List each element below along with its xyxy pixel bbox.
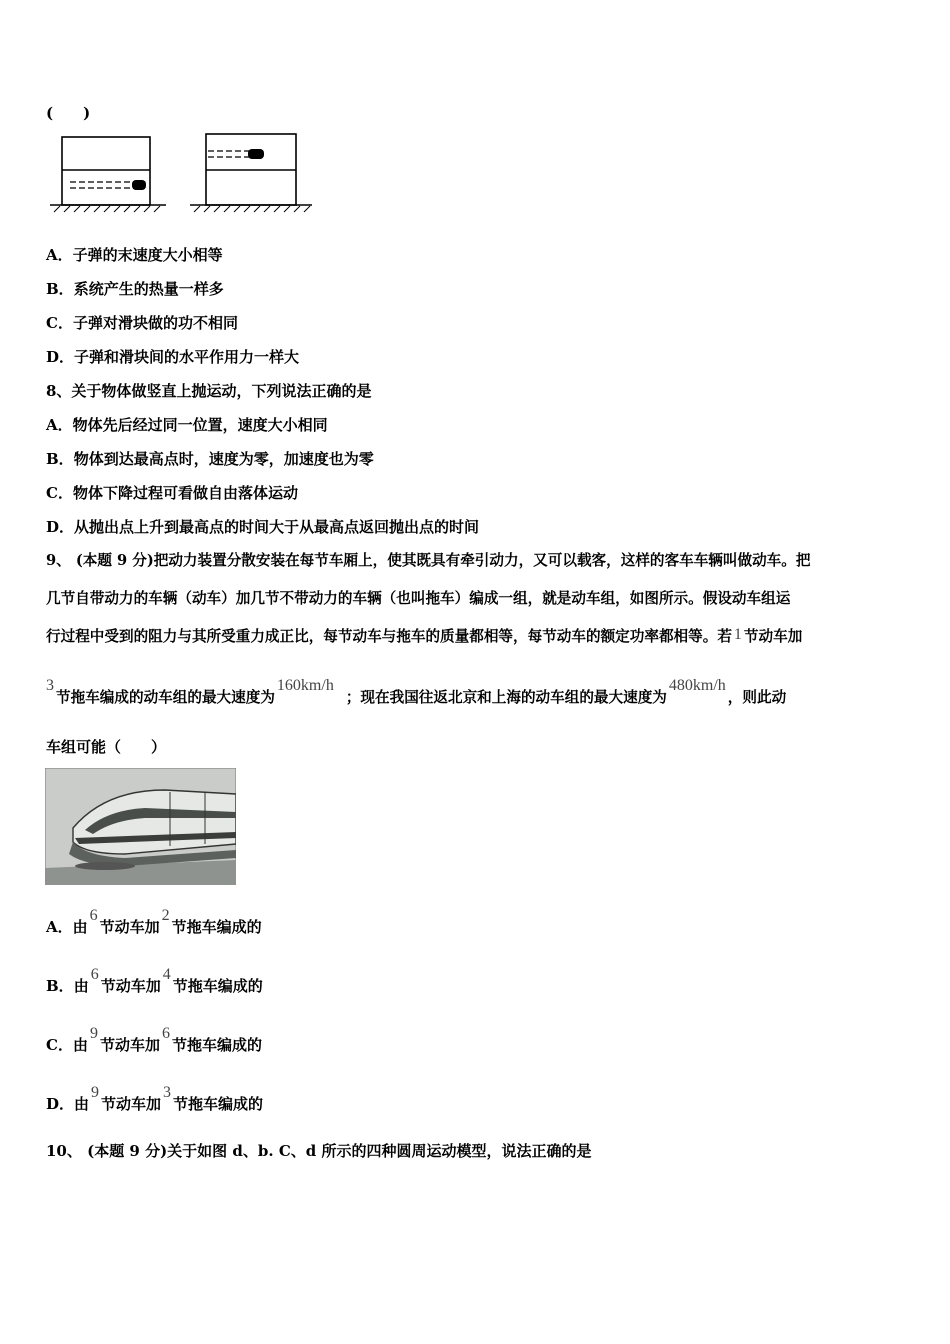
q10-stem: 10、 (本题 9 分)关于如图 d、b. C、d 所示的四种圆周运动模型，说法正确的是: [46, 1142, 592, 1160]
bullet-train-photo: [45, 768, 236, 885]
q8-stem: 8、关于物体做竖直上抛运动，下列说法正确的是: [46, 382, 372, 400]
q7-option-d[interactable]: D．子弹和滑块间的水平作用力一样大: [46, 348, 300, 366]
q7-answer-paren: ( ): [46, 104, 91, 122]
q7-bullet-block-figure: [46, 132, 316, 214]
q9-stem-line-3: 行过程中受到的阻力与其所受重力成正比，每节动车与拖车的质量都相等，每节动车的额定功率都相等。若 1 节动车加: [46, 626, 803, 645]
q8-option-d[interactable]: D．从抛出点上升到最高点的时间大于从最高点返回抛出点的时间: [46, 518, 480, 536]
figure-left-setup: [50, 137, 166, 212]
q9-option-a[interactable]: A．由6节动车加2节拖车编成的: [46, 907, 262, 936]
q8-option-c[interactable]: C．物体下降过程可看做自由落体运动: [46, 484, 298, 502]
q7-option-b[interactable]: B．系统产生的热量一样多: [46, 280, 224, 298]
math-480kmh: 480km/h: [668, 677, 726, 694]
q7-option-a[interactable]: A．子弹的末速度大小相等: [46, 246, 223, 264]
math-3: 3: [46, 677, 54, 694]
q9-option-c[interactable]: C．由9节动车加6节拖车编成的: [46, 1025, 262, 1054]
math-160kmh: 160km/h: [276, 677, 334, 694]
q9-stem-line-5: 车组可能（ ）: [46, 738, 167, 756]
math-1: 1: [733, 626, 742, 643]
q9-stem-line-2: 几节自带动力的车辆（动车）加几节不带动力的车辆（也叫拖车）编成一组，就是动车组，如图所示。假设动车组运: [46, 590, 791, 607]
q9-option-d[interactable]: D．由9节动车加3节拖车编成的: [46, 1084, 264, 1113]
q9-stem-line-4: 3节拖车编成的动车组的最大速度为160km/h；现在我国往返北京和上海的动车组的最大速度为480km/h，则此动: [46, 677, 787, 706]
q8-option-a[interactable]: A．物体先后经过同一位置，速度大小相同: [46, 416, 328, 434]
q9-option-b[interactable]: B．由6节动车加4节拖车编成的: [46, 966, 263, 995]
q9-stem-line-1: 9、 (本题 9 分)把动力装置分散安装在每节车厢上，使其既具有牵引动力，又可以载客，这样的客车车辆叫做动车。把: [46, 552, 811, 569]
q8-option-b[interactable]: B．物体到达最高点时，速度为零，加速度也为零: [46, 450, 374, 468]
q7-option-c[interactable]: C．子弹对滑块做的功不相同: [46, 314, 238, 332]
figure-right-setup: [190, 134, 312, 212]
